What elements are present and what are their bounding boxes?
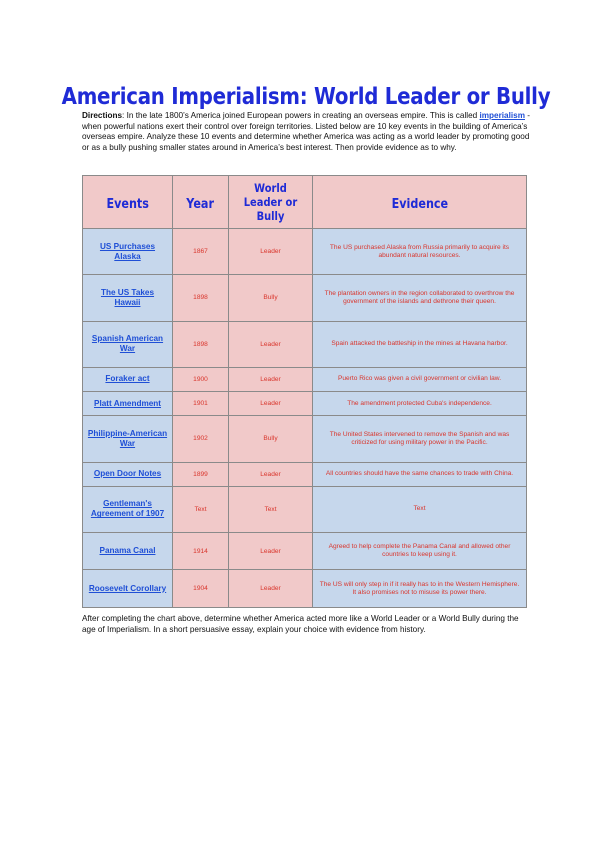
evidence-cell: The US will only step in if it really has to in the Western Hemisphere. It also promises not to misuse its power there. — [313, 570, 527, 608]
evidence-cell: Puerto Rico was given a civil government or civilian law. — [313, 367, 527, 391]
header-leader-bully: World Leader or Bully — [229, 176, 313, 229]
evidence-cell: Spain attacked the battleship in the mines at Havana harbor. — [313, 321, 527, 367]
table-header-row — [83, 176, 527, 229]
evidence-cell: Agreed to help complete the Panama Canal and allowed other countries to keep using it. — [313, 533, 527, 570]
evidence-cell: The United States intervened to remove the Spanish and was criticized for using military power in the Pacific. — [313, 416, 527, 462]
header-year: Year — [173, 176, 229, 229]
year-cell: 1899 — [173, 462, 229, 486]
verdict-cell: Leader — [229, 321, 313, 367]
table-row — [83, 367, 527, 391]
table-row — [83, 229, 527, 275]
directions-paragraph — [82, 111, 532, 153]
directions-text-1: : In the late 1800’s America joined European powers in creating an overseas empire. This is called — [122, 111, 478, 120]
year-cell: 1902 — [173, 416, 229, 462]
header-events: Events — [83, 176, 173, 229]
verdict-cell: Bully — [229, 416, 313, 462]
event-link[interactable]: Platt Amendment — [83, 392, 173, 416]
evidence-cell: Text — [313, 486, 527, 532]
verdict-cell: Leader — [229, 367, 313, 391]
header-evidence: Evidence — [313, 176, 527, 229]
verdict-cell: Leader — [229, 392, 313, 416]
evidence-cell: The US purchased Alaska from Russia primarily to acquire its abundant natural resources. — [313, 229, 527, 275]
verdict-cell: Leader — [229, 533, 313, 570]
events-table — [82, 175, 527, 608]
evidence-cell: All countries should have the same chances to trade with China. — [313, 462, 527, 486]
table-row — [83, 486, 527, 532]
table-row — [83, 533, 527, 570]
event-link[interactable]: US Purchases Alaska — [83, 229, 173, 275]
year-cell: 1901 — [173, 392, 229, 416]
table-row — [83, 462, 527, 486]
verdict-cell: Leader — [229, 229, 313, 275]
year-cell: 1900 — [173, 367, 229, 391]
year-cell: 1904 — [173, 570, 229, 608]
event-link[interactable]: Roosevelt Corollary — [83, 570, 173, 608]
event-link[interactable]: Foraker act — [83, 367, 173, 391]
essay-instructions: After completing the chart above, determine whether America acted more like a World Leader or a World Bully during the age of Imperialism. In a short persuasive essay, explain your choice with evidence from history. — [82, 614, 519, 634]
year-cell: 1898 — [173, 275, 229, 321]
event-link[interactable]: The US Takes Hawaii — [83, 275, 173, 321]
table-row — [83, 416, 527, 462]
year-cell: 1867 — [173, 229, 229, 275]
imperialism-link[interactable]: imperialism — [479, 111, 525, 120]
evidence-cell: The amendment protected Cuba's independence. — [313, 392, 527, 416]
event-link[interactable]: Philippine-American War — [83, 416, 173, 462]
verdict-cell: Leader — [229, 570, 313, 608]
evidence-cell: The plantation owners in the region collaborated to overthrow the government of the islands and dethrone their queen. — [313, 275, 527, 321]
page-title: American Imperialism: World Leader or Bully — [61, 84, 551, 110]
directions-label: Directions — [82, 111, 123, 120]
table-row — [83, 392, 527, 416]
verdict-cell: Bully — [229, 275, 313, 321]
event-link[interactable]: Spanish American War — [83, 321, 173, 367]
year-cell: Text — [173, 486, 229, 532]
event-link[interactable]: Open Door Notes — [83, 462, 173, 486]
event-link[interactable]: Panama Canal — [83, 533, 173, 570]
event-link[interactable]: Gentleman's Agreement of 1907 — [83, 486, 173, 532]
table-row — [83, 570, 527, 608]
verdict-cell: Text — [229, 486, 313, 532]
year-cell: 1914 — [173, 533, 229, 570]
verdict-cell: Leader — [229, 462, 313, 486]
table-row — [83, 321, 527, 367]
directions-text-2: - when powerful nations exert their control over foreign territories. Listed below are 10 key events in the building of America’s overseas empire. Analyze these 10 events and determine whether America was acting as a world leader by promoting good or as a bully pushing smaller states around in America’s best interest. Then provide evidence as to why. — [82, 111, 531, 152]
table-row — [83, 275, 527, 321]
year-cell: 1898 — [173, 321, 229, 367]
